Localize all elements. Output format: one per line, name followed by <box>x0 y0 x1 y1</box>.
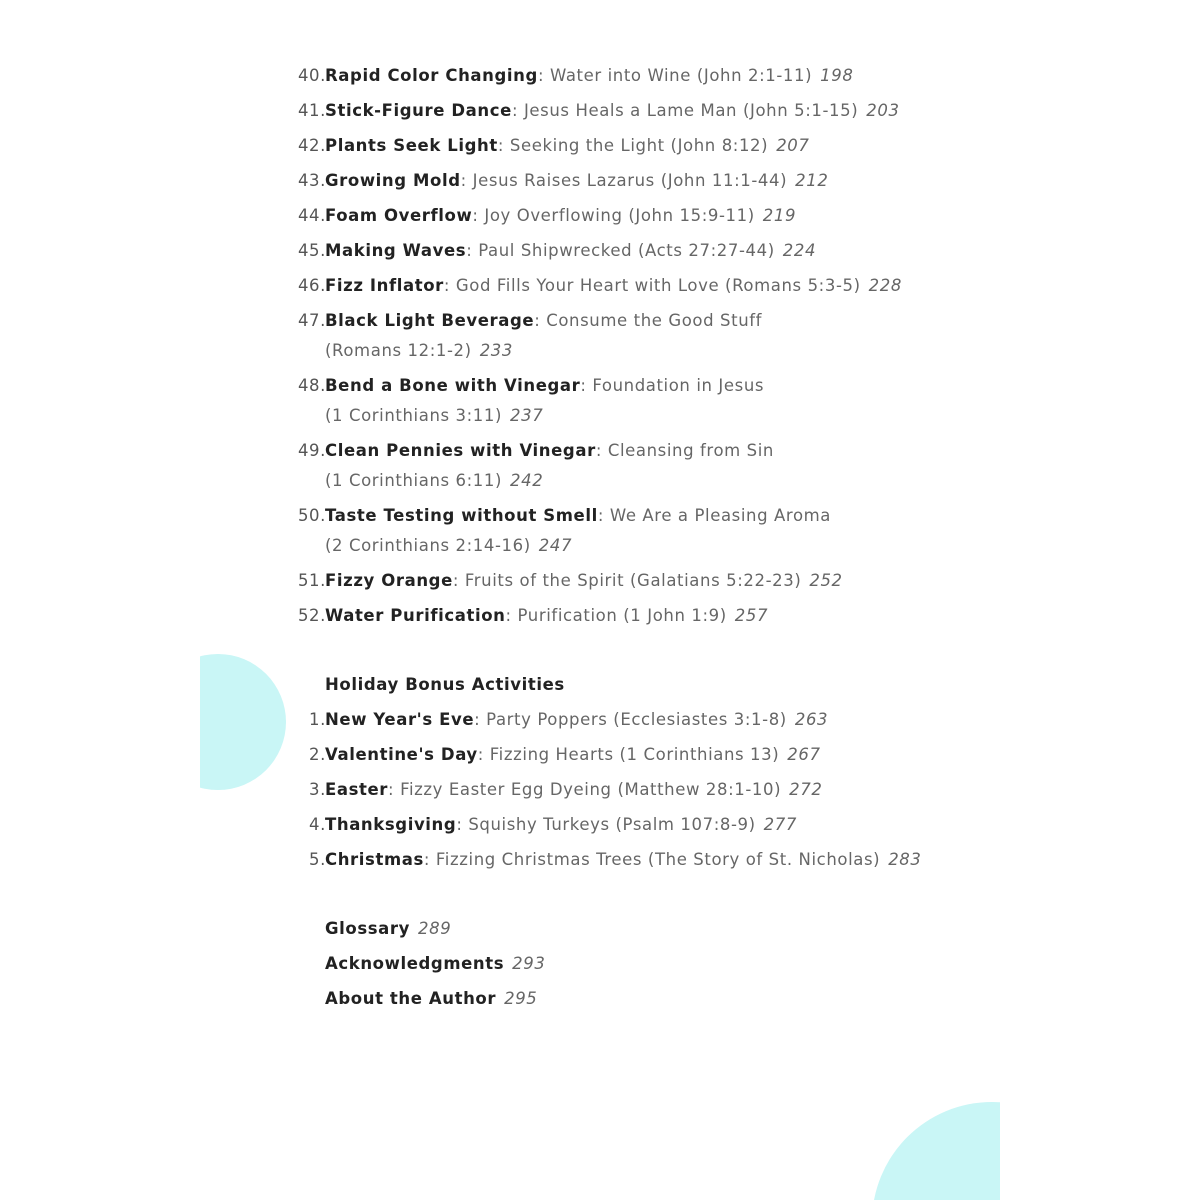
holiday-entry: 3. Easter: Fizzy Easter Egg Dyeing (Matthew 28:1-10) 272 <box>200 779 1000 801</box>
toc-entry: 42. Plants Seek Light: Seeking the Light (John 8:12) 207 <box>200 135 1000 157</box>
toc-entry-continuation <box>200 405 1000 427</box>
holiday-entry-page: 267 <box>787 745 821 764</box>
holiday-entry-number: 4. <box>309 815 326 834</box>
holiday-entry: 5. Christmas: Fizzing Christmas Trees (The Story of St. Nicholas) 283 <box>200 849 1000 871</box>
toc-entry: 51. Fizzy Orange: Fruits of the Spirit (Galatians 5:22-23) 252 <box>200 570 1000 592</box>
toc-entry-continuation <box>200 535 1000 557</box>
holiday-entry-title: Christmas <box>325 850 424 869</box>
decorative-circle-right <box>872 1102 1000 1200</box>
toc-entry-description: Jesus Heals a Lame Man (John 5:1-15) <box>523 101 859 120</box>
toc-entry-number: 41. <box>297 101 326 120</box>
toc-entry-title: Black Light Beverage <box>325 311 535 330</box>
holiday-entry-title: New Year's Eve <box>325 710 475 729</box>
holiday-entry-description: Fizzing Hearts (1 Corinthians 13) <box>489 745 780 764</box>
toc-entry-number: 51. <box>297 571 326 590</box>
holiday-section-heading: Holiday Bonus Activities <box>325 675 565 694</box>
toc-entry-number: 47. <box>297 311 326 330</box>
toc-entry-page: 257 <box>734 606 769 625</box>
holiday-entry-page: 272 <box>789 780 823 799</box>
holiday-entry-description: Squishy Turkeys (Psalm 107:8-9) <box>468 815 756 834</box>
toc-entry-title: Fizz Inflator <box>325 276 444 295</box>
holiday-entry: 4. Thanksgiving: Squishy Turkeys (Psalm 107:8-9) 277 <box>200 814 1000 836</box>
toc-entry-page: 233 <box>479 341 513 360</box>
holiday-entry-page: 263 <box>794 710 829 729</box>
back-matter-page: 293 <box>512 954 546 973</box>
holiday-entry-description: Fizzy Easter Egg Dyeing (Matthew 28:1-10) <box>400 780 782 799</box>
toc-entry-description: We Are a Pleasing Aroma <box>609 506 832 525</box>
toc-entry-title: Taste Testing without Smell <box>325 506 598 525</box>
toc-entry: 46. Fizz Inflator: God Fills Your Heart with Love (Romans 5:3-5) 228 <box>200 275 1000 297</box>
toc-entry: 52. Water Purification: Purification (1 John 1:9) 257 <box>200 605 1000 627</box>
toc-entry-number: 43. <box>297 171 326 190</box>
toc-entry-title: Fizzy Orange <box>325 571 453 590</box>
toc-entry: 45. Making Waves: Paul Shipwrecked (Acts 27:27-44) 224 <box>200 240 1000 262</box>
toc-entry-title: Plants Seek Light <box>325 136 498 155</box>
back-matter-entry <box>200 918 1000 940</box>
holiday-entry-title: Thanksgiving <box>325 815 457 834</box>
toc-entry-page: 203 <box>866 101 900 120</box>
toc-entry-description-cont: (2 Corinthians 2:14-16) <box>325 536 531 555</box>
toc-entry-page: 224 <box>782 241 817 260</box>
toc-entry-title: Clean Pennies with Vinegar <box>325 441 596 460</box>
toc-entry: 41. Stick-Figure Dance: Jesus Heals a Lame Man (John 5:1-15) 203 <box>200 100 1000 122</box>
toc-entry-page: 247 <box>538 536 573 555</box>
toc-entry-number: 52. <box>297 606 326 625</box>
holiday-entry-title: Easter <box>325 780 389 799</box>
back-matter-title: Glossary <box>325 919 411 938</box>
toc-entry-title: Bend a Bone with Vinegar <box>325 376 581 395</box>
toc-entry-description: Consume the Good Stuff <box>546 311 763 330</box>
holiday-entry-number: 1. <box>309 710 326 729</box>
toc-entry-title: Growing Mold <box>325 171 461 190</box>
holiday-entry-number: 5. <box>309 850 326 869</box>
back-matter-page: 289 <box>418 919 452 938</box>
toc-entry-description: God Fills Your Heart with Love (Romans 5:3-5) <box>455 276 861 295</box>
toc-entry-description: Purification (1 John 1:9) <box>517 606 727 625</box>
back-matter-page: 295 <box>504 989 538 1008</box>
toc-entry-number: 44. <box>297 206 326 225</box>
toc-entry: 50. Taste Testing without Smell: We Are a Pleasing Aroma <box>200 505 1000 527</box>
toc-entry-page: 242 <box>510 471 544 490</box>
holiday-entry-number: 2. <box>309 745 326 764</box>
toc-entry-title: Making Waves <box>325 241 467 260</box>
toc-entry: 47. Black Light Beverage: Consume the Good Stuff <box>200 310 1000 332</box>
toc-entry-page: 198 <box>820 66 854 85</box>
toc-entry-continuation <box>200 470 1000 492</box>
toc-entry-number: 48. <box>297 376 326 395</box>
toc-entry: 48. Bend a Bone with Vinegar: Foundation in Jesus <box>200 375 1000 397</box>
toc-entry-page: 212 <box>795 171 829 190</box>
holiday-entry-page: 283 <box>888 850 922 869</box>
back-matter-title: About the Author <box>325 989 497 1008</box>
toc-entry-page: 207 <box>776 136 810 155</box>
holiday-entry-title: Valentine's Day <box>325 745 478 764</box>
holiday-entry-page: 277 <box>763 815 797 834</box>
toc-entry-description: Paul Shipwrecked (Acts 27:27-44) <box>478 241 775 260</box>
toc-entry-description: Fruits of the Spirit (Galatians 5:22-23) <box>464 571 802 590</box>
toc-entry-description: Water into Wine (John 2:1-11) <box>549 66 813 85</box>
back-matter-title: Acknowledgments <box>325 954 505 973</box>
toc-entry-number: 42. <box>297 136 326 155</box>
toc-entry-description-cont: (1 Corinthians 6:11) <box>325 471 503 490</box>
toc-entry-page: 228 <box>868 276 902 295</box>
toc-entry-number: 46. <box>297 276 326 295</box>
holiday-entry-number: 3. <box>309 780 326 799</box>
toc-entry-number: 49. <box>297 441 326 460</box>
holiday-entry-description: Party Poppers (Ecclesiastes 3:1-8) <box>486 710 787 729</box>
holiday-entry: 2. Valentine's Day: Fizzing Hearts (1 Corinthians 13) 267 <box>200 744 1000 766</box>
toc-entry: 43. Growing Mold: Jesus Raises Lazarus (John 11:1-44) 212 <box>200 170 1000 192</box>
toc-entry-description: Cleansing from Sin <box>607 441 774 460</box>
toc-entry-title: Water Purification <box>325 606 506 625</box>
toc-entry-description: Foundation in Jesus <box>592 376 765 395</box>
toc-entry-description-cont: (Romans 12:1-2) <box>325 341 472 360</box>
toc-entry: 40. Rapid Color Changing: Water into Wine (John 2:1-11) 198 <box>200 65 1000 87</box>
toc-entry-page: 252 <box>809 571 843 590</box>
toc-entry-title: Stick-Figure Dance <box>325 101 512 120</box>
toc-entry-number: 45. <box>297 241 326 260</box>
toc-entry-description: Seeking the Light (John 8:12) <box>509 136 769 155</box>
toc-entry-page: 219 <box>762 206 797 225</box>
toc-entry: 49. Clean Pennies with Vinegar: Cleansing from Sin <box>200 440 1000 462</box>
back-matter-entry <box>200 988 1000 1010</box>
toc-entry-description: Joy Overflowing (John 15:9-11) <box>484 206 755 225</box>
holiday-entry: 1. New Year's Eve: Party Poppers (Ecclesiastes 3:1-8) 263 <box>200 709 1000 731</box>
toc-entry-page: 237 <box>510 406 544 425</box>
toc-entry-description: Jesus Raises Lazarus (John 11:1-44) <box>472 171 788 190</box>
toc-entry-title: Foam Overflow <box>325 206 473 225</box>
toc-entry-title: Rapid Color Changing <box>325 66 538 85</box>
toc-entry-continuation <box>200 340 1000 362</box>
toc-entry-description-cont: (1 Corinthians 3:11) <box>325 406 503 425</box>
toc-entry-number: 50. <box>297 506 326 525</box>
back-matter-entry <box>200 953 1000 975</box>
toc-entry: 44. Foam Overflow: Joy Overflowing (John 15:9-11) 219 <box>200 205 1000 227</box>
toc-page <box>200 0 1000 1200</box>
holiday-entry-description: Fizzing Christmas Trees (The Story of St. Nicholas) <box>435 850 881 869</box>
toc-entry-number: 40. <box>297 66 326 85</box>
